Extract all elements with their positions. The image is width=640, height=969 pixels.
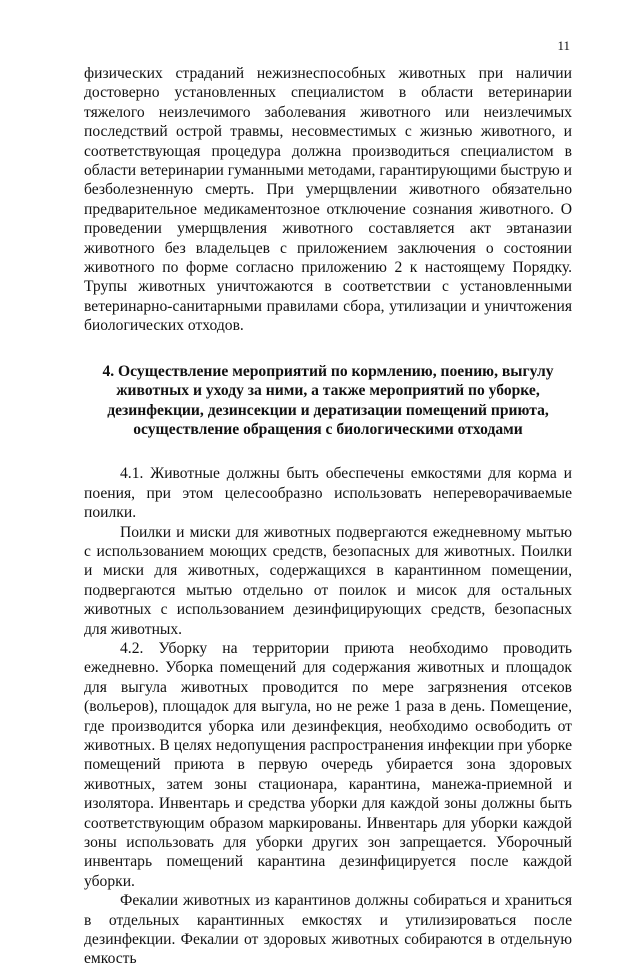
document-body (84, 64, 572, 969)
paragraph-feces: Фекалии животных из карантинов должны собираться и храниться в отдельных карантинных емкостях и утилизироваться после дезинфекции. Фекалии от здоровых животных собираются в отдельную емкость (84, 892, 572, 968)
page-number: 11 (557, 38, 570, 53)
opening-paragraph: физических страданий нежизнеспособных животных при наличии достоверно установленных специалистом в области ветеринарии тяжелого неизлечимого заболевания животного или неизлечимых последствий острой травмы, несовместимых с жизнью животного, и соответствующая процедура должна производиться специалистом в области ветеринарии гуманными методами, гарантирующими быструю и безболезненную смерть. При умерщвлении животного обязательно предварительное медикаментозное отключение сознания животного. О проведении умерщвления животного составляется акт эвтаназии животного без владельцев с приложением заключения о состоянии животного по форме согласно приложению 2 к настоящему Порядку. Трупы животных уничтожаются в соответствии с установленными ветеринарно-санитарными правилами сбора, утилизации и уничтожения биологических отходов. (84, 65, 572, 335)
section-heading: 4. Осуществление мероприятий по кормлению, поению, выгулу животных и уходу за ними, а также мероприятий по уборке, дезинфекции, дезинсекции и дератизации помещений приюта, осуществление обращения с биологическими отходами (102, 362, 554, 438)
paragraph-4-2: 4.2. Уборку на территории приюта необходимо проводить ежедневно. Уборка помещений для содержания животных и площадок для выгула животных проводится по мере загрязнения отсеков (вольеров), площадок для выгула, но не реже 1 раза в день. Помещение, где производится уборка или дезинфекция, необходимо освободить от животных. В целях недопущения распространения инфекции при уборке помещений приюта в первую очередь убирается зона здоровых животных, затем зоны стационара, карантина, манежа-приемной и изолятора. Инвентарь и средства уборки для каждой зоны должны быть соответствующим образом маркированы. Инвентарь для уборки каждой зоны использовать для уборки других зон запрещается. Уборочный инвентарь помещений карантина дезинфицируется после каждой уборки. (84, 639, 572, 890)
paragraph-drinkers: Поилки и миски для животных подвергаются ежедневному мытью с использованием моющих средств, безопасных для животных. Поилки и миски для животных, содержащихся в карантинном помещении, подвергаются мытью отдельно от поилок и мисок для остальных животных с использованием дезинфицирующих средств, безопасных для животных. (84, 523, 572, 638)
paragraph-4-1: 4.1. Животные должны быть обеспечены емкостями для корма и поения, при этом целесообразно использовать непереворачиваемые поилки. (84, 465, 572, 522)
